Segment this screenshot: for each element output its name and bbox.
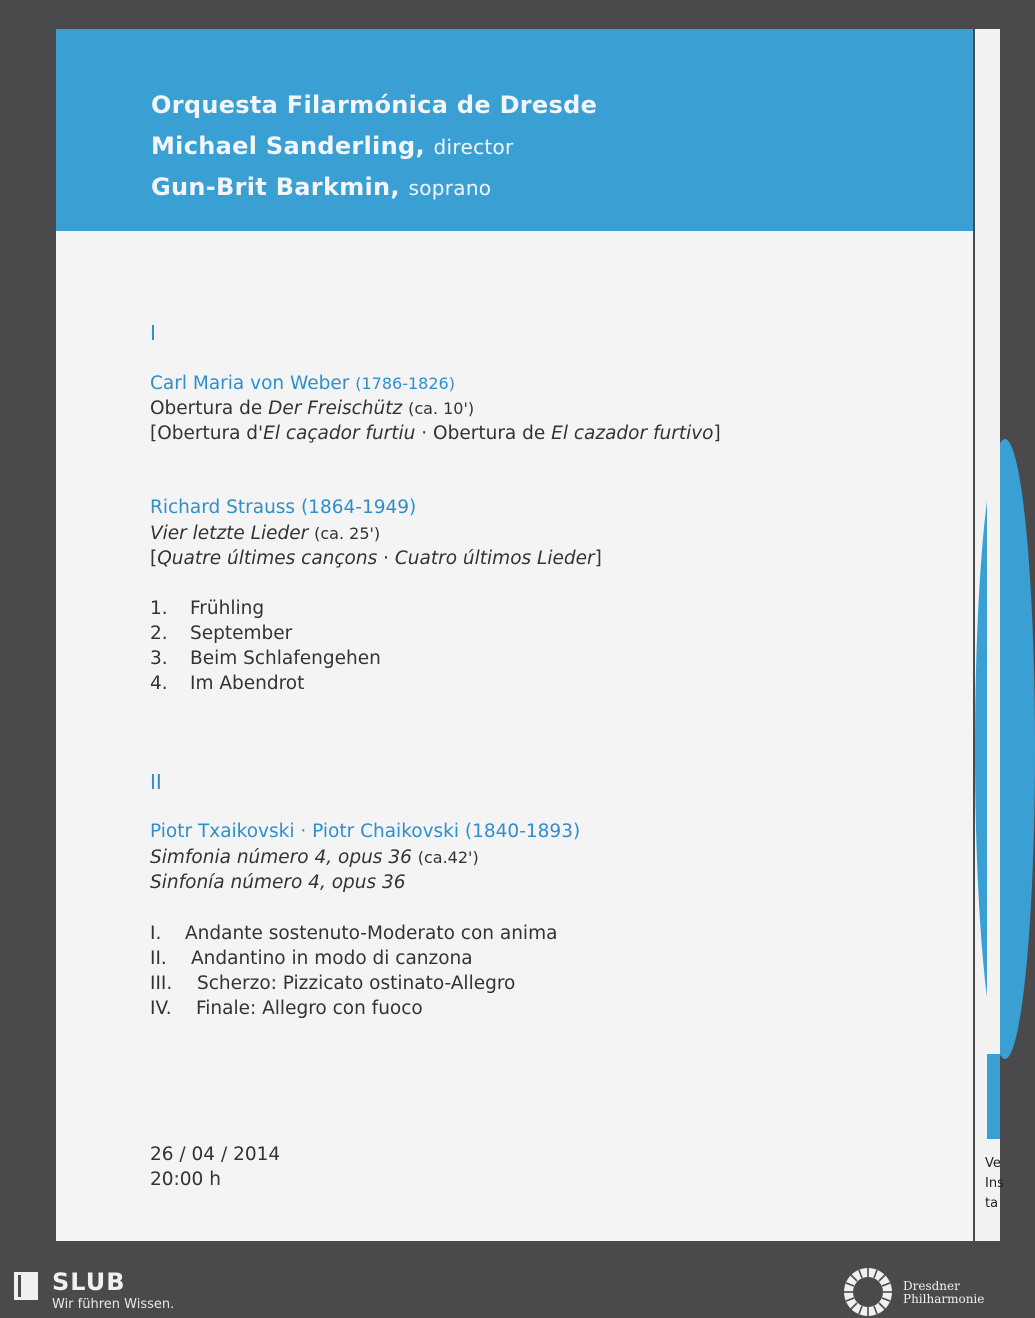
movement-title: Andante sostenuto-Moderato con anima bbox=[185, 923, 558, 944]
strauss-alt-open: [ bbox=[150, 548, 158, 569]
weber-title-prefix: Obertura de bbox=[150, 398, 269, 419]
strauss-alt-mid: · bbox=[377, 548, 395, 569]
conductor-role: director bbox=[433, 135, 514, 159]
symphony-movements-list bbox=[150, 921, 557, 1021]
strauss-composer: Richard Strauss bbox=[150, 497, 296, 518]
strauss-songs-list bbox=[150, 596, 381, 696]
list-item bbox=[150, 671, 381, 696]
strauss-alt-catalan: Quatre últimes cançons bbox=[157, 548, 378, 569]
tchaikovsky-composer-line bbox=[150, 819, 580, 844]
list-item bbox=[150, 921, 557, 946]
slub-tagline: Wir führen Wissen. bbox=[52, 1297, 175, 1312]
weber-title: Der Freischütz bbox=[268, 398, 403, 419]
movement-number: II. bbox=[150, 948, 167, 969]
song-title: Frühling bbox=[190, 598, 265, 619]
strauss-alt-spanish: Cuatro últimos Lieder bbox=[394, 548, 595, 569]
movement-title: Scherzo: Pizzicato ostinato-Allegro bbox=[197, 973, 516, 994]
soloist-name: Gun-Brit Barkmin, bbox=[151, 173, 400, 201]
conductor-line bbox=[151, 132, 514, 160]
song-title: Beim Schlafengehen bbox=[190, 648, 381, 669]
song-title: September bbox=[190, 623, 293, 644]
strauss-title-line bbox=[150, 521, 380, 546]
right-page-text-1: Ve bbox=[985, 1156, 1001, 1171]
weber-alt-catalan: El caçador furtiu bbox=[263, 423, 416, 444]
weber-composer-line bbox=[150, 371, 455, 396]
program-page bbox=[56, 29, 973, 1241]
header-banner bbox=[56, 29, 973, 231]
movement-title: Finale: Allegro con fuoco bbox=[196, 998, 423, 1019]
soloist-line bbox=[151, 173, 491, 201]
slub-logo-text: SLUB bbox=[52, 1268, 126, 1296]
symphony-duration: (ca.42') bbox=[417, 848, 479, 867]
list-item bbox=[150, 646, 381, 671]
song-number: 4. bbox=[150, 673, 168, 694]
weber-alt-mid: · Obertura de bbox=[415, 423, 552, 444]
philharmonie-logo-text bbox=[903, 1280, 984, 1306]
strauss-title: Vier letzte Lieder bbox=[150, 523, 309, 544]
list-item bbox=[150, 621, 381, 646]
song-number: 3. bbox=[150, 648, 168, 669]
blue-circle-graphic bbox=[975, 439, 1035, 1059]
list-item bbox=[150, 971, 557, 996]
philharmonie-line-1: Dresdner bbox=[903, 1279, 960, 1293]
philharmonie-line-2: Philharmonie bbox=[903, 1292, 985, 1306]
right-page-text-2: Ins bbox=[985, 1176, 1004, 1191]
event-date: 26 / 04 / 2014 bbox=[150, 1144, 281, 1165]
symphony-title-catalan: Simfonia número 4, opus 36 bbox=[150, 847, 412, 868]
page-margin bbox=[987, 429, 1000, 1069]
movement-title: Andantino in modo di canzona bbox=[191, 948, 473, 969]
strauss-alt-title-line bbox=[150, 546, 602, 571]
symphony-title-catalan-line bbox=[150, 845, 479, 870]
soloist-role: soprano bbox=[408, 176, 492, 200]
slub-logo-icon bbox=[14, 1272, 38, 1300]
song-title: Im Abendrot bbox=[190, 673, 305, 694]
symphony-title-spanish: Sinfonía número 4, opus 36 bbox=[150, 872, 406, 893]
weber-alt-spanish: El cazador furtivo bbox=[551, 423, 714, 444]
song-number: 2. bbox=[150, 623, 168, 644]
strauss-dates: (1864-1949) bbox=[300, 497, 417, 518]
weber-alt-title-line bbox=[150, 421, 721, 446]
tchaikovsky-dates: (1840-1893) bbox=[464, 821, 581, 842]
weber-title-line bbox=[150, 396, 474, 421]
conductor-name: Michael Sanderling, bbox=[151, 132, 425, 160]
right-page-text-3: ta bbox=[985, 1196, 999, 1211]
part-one-numeral: I bbox=[150, 321, 156, 345]
weber-composer: Carl Maria von Weber bbox=[150, 373, 350, 394]
adjacent-page-edge bbox=[975, 29, 1004, 1241]
song-number: 1. bbox=[150, 598, 168, 619]
list-item bbox=[150, 996, 557, 1021]
strauss-composer-line bbox=[150, 495, 416, 520]
blue-bar-graphic bbox=[987, 1054, 1000, 1139]
philharmonie-logo-icon bbox=[842, 1266, 894, 1318]
symphony-title-spanish-line bbox=[150, 870, 406, 895]
strauss-alt-close: ] bbox=[594, 548, 602, 569]
part-two-numeral: II bbox=[150, 770, 162, 794]
tchaikovsky-composer: Piotr Txaikovski · Piotr Chaikovski bbox=[150, 821, 460, 842]
weber-alt-open: [Obertura d' bbox=[150, 423, 264, 444]
movement-number: III. bbox=[150, 973, 173, 994]
list-item bbox=[150, 946, 557, 971]
event-time: 20:00 h bbox=[150, 1169, 221, 1190]
weber-dates: (1786-1826) bbox=[355, 374, 455, 393]
weber-alt-close: ] bbox=[713, 423, 721, 444]
list-item bbox=[150, 596, 381, 621]
movement-number: IV. bbox=[150, 998, 172, 1019]
orchestra-name: Orquesta Filarmónica de Dresde bbox=[151, 91, 598, 119]
movement-number: I. bbox=[150, 923, 162, 944]
strauss-duration: (ca. 25') bbox=[314, 524, 381, 543]
weber-duration: (ca. 10') bbox=[408, 399, 475, 418]
